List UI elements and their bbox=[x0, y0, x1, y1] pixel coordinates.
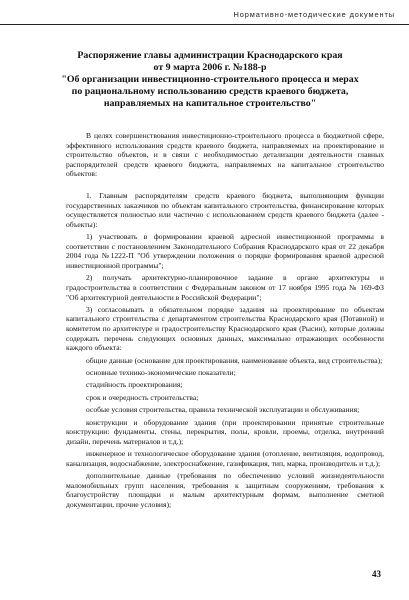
subitem-1: 1) участвовать в формировании краевой адресной инвестиционной программы в соответствии с постановлением Законодательного Собрания Краснодарского края от 22 декабря 2004 года №1222-П "Об утверждении положения о порядке формирования краевой адресной инвестиционной программы"; bbox=[66, 232, 384, 270]
section-label: Нормативно-методические документы bbox=[233, 10, 395, 19]
page-number: 43 bbox=[372, 569, 381, 579]
intro-paragraph: В целях совершенствования инвестиционно-строительного процесса в бюджетной сфере, эффективного использования средств краевого бюджета, направляемых на проектирование и строительство объектов, и в связи с необходимостью детализации деятельности главных распорядителей средств краевого бюджета, направляемых на капитальное строительство объектов: bbox=[66, 131, 384, 179]
list-item: стадийность проектирования; bbox=[86, 380, 183, 390]
subitem-3: 3) согласовывать в обязательном порядке задания на проектирование по объектам капитального строительства с департаментом строительства Краснодарского края (Потавной) и комитетом по архитектуре и градостроительству Краснодарского края (Рысин), которые должны содержать перечень следующих основных данных, максимально отражающих особенности каждого объекта: bbox=[66, 304, 384, 353]
title-line: Распоряжение главы администрации Краснодарского края bbox=[77, 50, 343, 61]
list-item: дополнительные данные (требования по обеспечению условий жизнедеятельности маломобильных групп населения, требования к защитным сооружениям, требования к благоустройству площадки и малым архитектурным формам, выполнение сметной документации, прочие условия); bbox=[66, 471, 384, 509]
running-header bbox=[0, 10, 409, 25]
paragraph-1: 1. Главным распорядителям средств краевого бюджета, выполняющим функции государственных заказчиков по объектам капитального строительства, финансирование которых осуществляется полностью или частично с использованием средств краевого бюджета (далее - объекты): bbox=[66, 190, 384, 229]
document-title bbox=[60, 50, 360, 110]
document-body bbox=[66, 131, 384, 512]
title-line: направляемых на капитальное строительство" bbox=[103, 98, 317, 109]
title-line: "Об организации инвестиционно-строительного процесса и мерах bbox=[61, 74, 359, 85]
list-item: конструкции и оборудование здания (при проектировании принятые строительные конструкции: фундаменты, стены, перекрытия, полы, кровли, проемы, отделка, внутренний дизайн, перечень материалов и т.д.); bbox=[66, 417, 384, 446]
title-line: по рациональному использованию средств краевого бюджета, bbox=[71, 86, 349, 97]
list-item: основные технико-экономические показатели; bbox=[86, 368, 236, 378]
subitem-2: 2) получать архитектурно-планировочное задание в органе архитектуры и градостроительства в соответствии с Федеральным законом от 17 ноября 1995 года № 169-ФЗ "Об архитектурной деятельности в Российской Федерации"; bbox=[66, 273, 384, 302]
list-item: инженерное и технологическое оборудование здания (отопление, вентиляция, водопровод, канализация, водоснабжение, электроснабжение, газификация, тип, марка, производитель и т.д.); bbox=[66, 449, 384, 468]
list-item: общие данные (основание для проектирования, наименование объекта, вид строительства); bbox=[86, 355, 383, 365]
title-line: от 9 марта 2006 г. №188-р bbox=[153, 62, 267, 73]
list-item: особые условия строительства, правила технической эксплуатации и обслуживания; bbox=[86, 405, 360, 415]
list-item: срок и очередность строительства; bbox=[86, 392, 199, 402]
